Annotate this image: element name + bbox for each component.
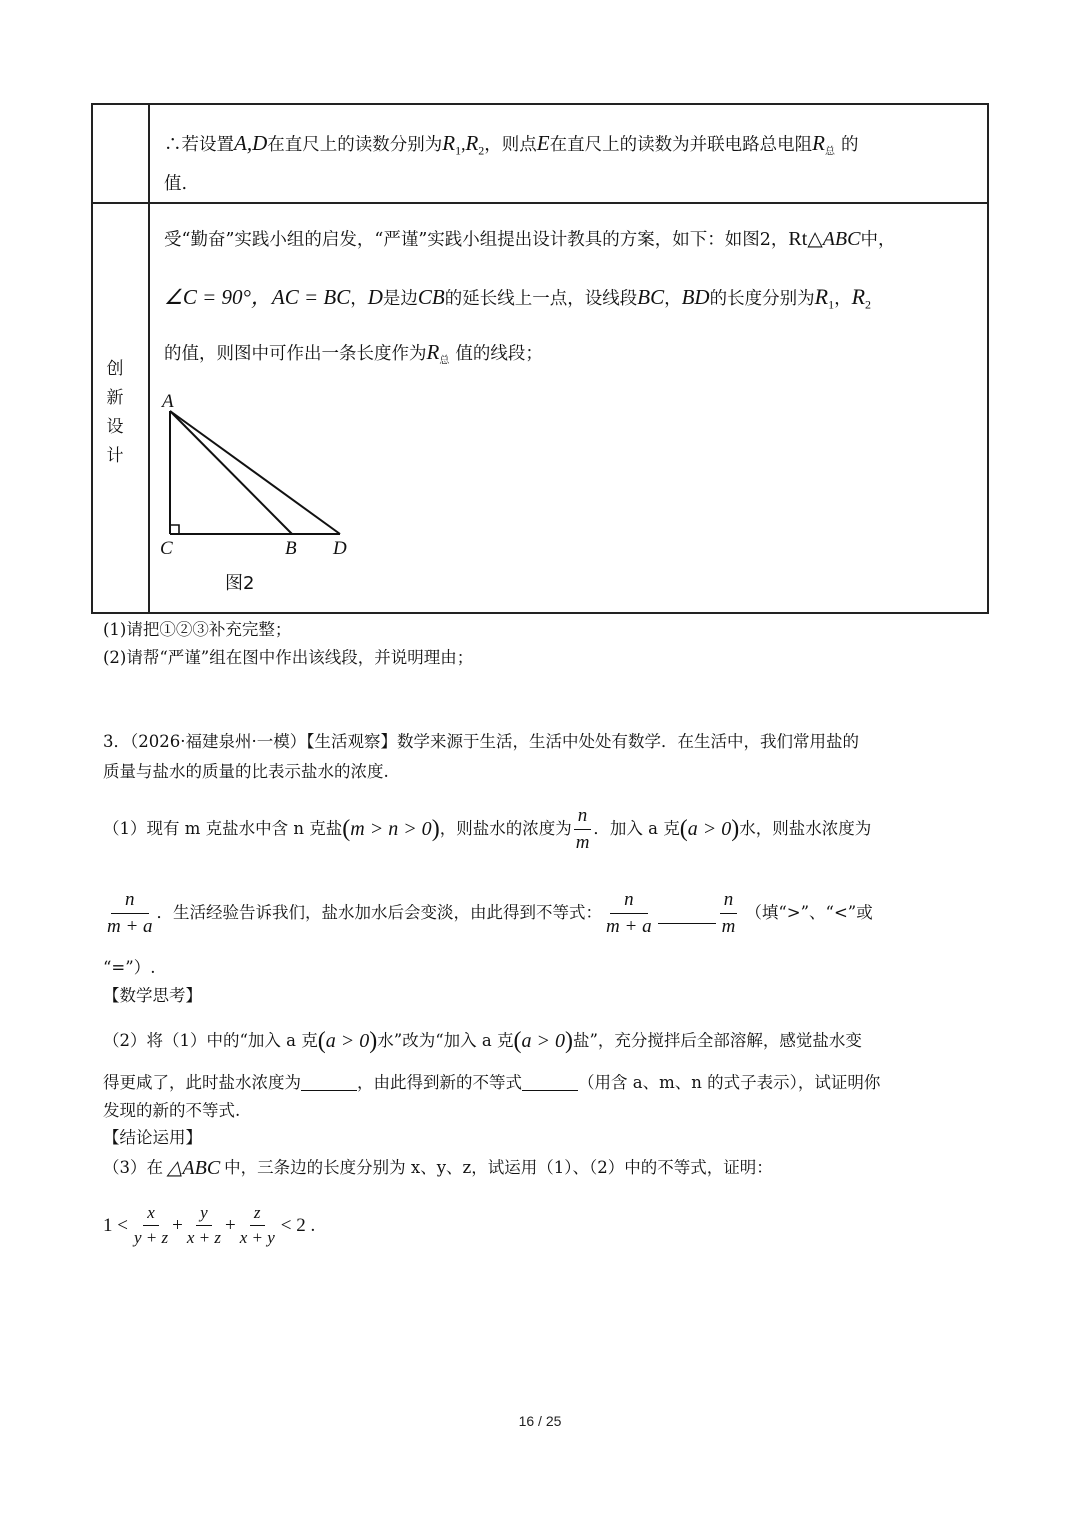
problem3-part1-line1 <box>103 805 871 853</box>
text-segment: 得更咸了，此时盐水浓度为 <box>103 1072 301 1092</box>
inequality <box>103 1198 315 1252</box>
text-segment: 在直尺上的读数分别为 <box>267 135 443 155</box>
fraction-n-over-m <box>718 889 740 938</box>
side-label-char: 计 <box>106 446 124 466</box>
problem3-part2-line2 <box>103 1074 880 1091</box>
condition-a: a > 0 <box>325 1030 370 1052</box>
answer-blank[interactable] <box>658 903 716 924</box>
text-segment: ， <box>834 289 852 309</box>
condition-a: a > 0 <box>687 818 732 840</box>
condition-a: a > 0 <box>521 1030 565 1052</box>
numerator: y <box>196 1203 212 1226</box>
angle-c: ∠C = 90°， <box>164 285 272 309</box>
triangle-abc: △ABC <box>167 1157 221 1179</box>
var-ad: A,D <box>234 131 268 155</box>
numerator: n <box>111 889 149 914</box>
row2-line2 <box>164 286 871 311</box>
var-abc: ABC <box>822 228 861 250</box>
fraction-n-over-m-plus-a <box>103 889 157 938</box>
denominator: x + y <box>239 1227 275 1247</box>
text-segment: ，则盐水的浓度为 <box>439 818 572 838</box>
text-segment: ， <box>664 289 682 309</box>
text-segment: （用含 a、m、n 的式子表示），试证明你 <box>578 1072 881 1092</box>
text-segment: 受“勤奋”实践小组的启发，“严谨”实践小组提出设计教具的方案，如下：如图2， <box>164 230 789 250</box>
label-d: D <box>333 538 347 559</box>
text-segment: ．生活经验告诉我们，盐水加水后会变淡，由此得到不等式： <box>156 902 603 922</box>
table-side-cell <box>92 203 149 613</box>
text-segment: 在直尺上的读数为并联电路总电阻 <box>549 135 813 155</box>
problem3-part3-line1 <box>103 1158 773 1178</box>
row2-line1 <box>164 229 895 250</box>
fraction-n-over-m <box>572 805 594 854</box>
text-segment: （3）在 <box>103 1157 163 1177</box>
denominator: m <box>721 915 736 937</box>
table-content-cell <box>149 104 988 203</box>
problem3-intro-line1: 3．（2026·福建泉州·一模）【生活观察】数学来源于生活，生活中处处有数学．在生活中，我们常用盐的 <box>103 732 859 751</box>
side-label-char: 新 <box>106 388 124 408</box>
text-segment: 的值，则图中可作出一条长度作为 <box>164 344 427 364</box>
section-math-thinking: 【数学思考】 <box>103 986 202 1005</box>
question-1: (1)请把①②③补充完整； <box>103 620 292 639</box>
denominator: m + a <box>606 915 652 937</box>
denominator: x + z <box>186 1227 221 1247</box>
figure-caption: 图2 <box>225 573 255 594</box>
text-segment: 中， <box>860 230 896 250</box>
numerator: n <box>610 889 648 914</box>
var-r1: R <box>814 284 829 309</box>
text-segment: , <box>461 134 466 154</box>
table-row <box>92 203 988 613</box>
section-conclusion-use: 【结论运用】 <box>103 1128 202 1147</box>
numerator: n <box>574 805 592 830</box>
denominator: m + a <box>107 915 153 937</box>
fraction-x-over-yz <box>130 1203 172 1247</box>
text-segment: 的长度分别为 <box>709 289 815 309</box>
fraction-z-over-xy <box>236 1203 279 1247</box>
paren-close: ) <box>369 1028 378 1054</box>
var-d: D <box>367 285 383 309</box>
side-label-char: 设 <box>106 417 124 437</box>
problem3-part2-line1 <box>103 1024 862 1058</box>
subscript: 总 <box>439 355 450 367</box>
text-segment: ∴若设置 <box>164 135 234 155</box>
problem3-intro-line2: 质量与盐水的质量的比表示盐水的浓度. <box>103 762 389 781</box>
text-segment: 的 <box>840 135 859 155</box>
var-r2: R <box>851 284 866 309</box>
subscript: 1 <box>455 143 462 158</box>
segment-ad <box>170 411 340 534</box>
problem3-part1-line2 <box>103 888 873 938</box>
subscript: 总 <box>824 146 835 158</box>
text-segment: ，则点 <box>484 135 537 155</box>
answer-blank[interactable] <box>522 1074 578 1091</box>
paren-open: ( <box>513 1028 522 1054</box>
text-segment: 盐”，充分搅拌后全部溶解，感觉盐水变 <box>572 1030 862 1050</box>
page-number: 16 / 25 <box>518 1413 562 1429</box>
var-bd: BD <box>681 285 710 309</box>
plus-sign: + <box>224 1214 236 1236</box>
plus-sign: + <box>172 1214 183 1236</box>
text-segment: 水”改为“加入 a 克 <box>377 1030 514 1050</box>
problem3-part1-line3: “=”）. <box>103 958 156 977</box>
text-segment: 中，三条边的长度分别为 x、y、z，试运用（1）、（2）中的不等式，证明： <box>224 1157 773 1177</box>
fraction-n-over-m-plus-a <box>602 889 656 938</box>
table-side-cell <box>92 104 149 203</box>
answer-blank[interactable] <box>301 1074 357 1091</box>
text-segment: （填“>”、“<”或 <box>745 902 873 922</box>
question-2: (2)请帮“严谨”组在图中作出该线段，并说明理由； <box>103 648 474 667</box>
text-segment: ，由此得到新的不等式 <box>357 1072 522 1092</box>
var-r-total: R <box>426 340 440 364</box>
label-a: A <box>162 391 174 412</box>
paren-open: ( <box>317 1028 326 1054</box>
subscript: 2 <box>865 297 872 312</box>
denominator: m <box>575 831 590 853</box>
table-content-cell <box>149 203 988 613</box>
table-row <box>92 104 988 203</box>
label-c: C <box>160 538 173 559</box>
fraction-y-over-xz <box>183 1203 225 1247</box>
eq-ac-bc: AC = BC <box>271 285 351 309</box>
var-cb: CB <box>417 285 445 309</box>
ineq-left: 1 < <box>103 1214 128 1236</box>
text-segment: 水，则盐水浓度为 <box>739 818 872 838</box>
text-segment: ．加入 a 克 <box>593 818 680 838</box>
rt-triangle: Rt△ <box>788 228 823 250</box>
var-e: E <box>536 131 550 155</box>
paren-close: ) <box>564 1028 573 1054</box>
paren-close: ) <box>731 816 740 842</box>
denominator: y + z <box>133 1227 169 1247</box>
row1-line2: 值. <box>164 174 188 194</box>
ineq-right: < 2 . <box>280 1214 316 1236</box>
segment-ab <box>170 411 292 534</box>
paren-close: ) <box>431 816 440 842</box>
text-segment: （1）现有 m 克盐水中含 n 克盐 <box>103 818 343 838</box>
side-label <box>105 355 125 471</box>
side-label-char: 创 <box>106 359 124 379</box>
content-table <box>91 103 989 614</box>
paren-open: ( <box>342 816 351 842</box>
subscript: 2 <box>478 143 485 158</box>
right-angle-mark <box>170 525 179 534</box>
paren-open: ( <box>679 816 688 842</box>
text-segment: ， <box>350 289 368 309</box>
problem3-part2-line3: 发现的新的不等式. <box>103 1101 241 1120</box>
numerator: n <box>720 889 738 914</box>
var-r1: R <box>442 131 456 155</box>
var-bc: BC <box>637 285 665 309</box>
row1-line1 <box>164 133 858 158</box>
text-segment: 是边 <box>382 289 418 309</box>
subscript: 1 <box>828 297 835 312</box>
numerator: z <box>250 1203 265 1226</box>
figure-2-triangle <box>150 389 410 604</box>
row2-line3 <box>164 342 543 367</box>
numerator: x <box>143 1203 159 1226</box>
label-b: B <box>285 538 297 559</box>
text-segment: 值的线段； <box>455 344 543 364</box>
condition-m-n: m > n > 0 <box>350 818 432 840</box>
var-r-total: R <box>812 131 825 155</box>
var-r2: R <box>465 131 479 155</box>
text-segment: （2）将（1）中的“加入 a 克 <box>103 1030 318 1050</box>
text-segment: 的延长线上一点，设线段 <box>444 289 638 309</box>
